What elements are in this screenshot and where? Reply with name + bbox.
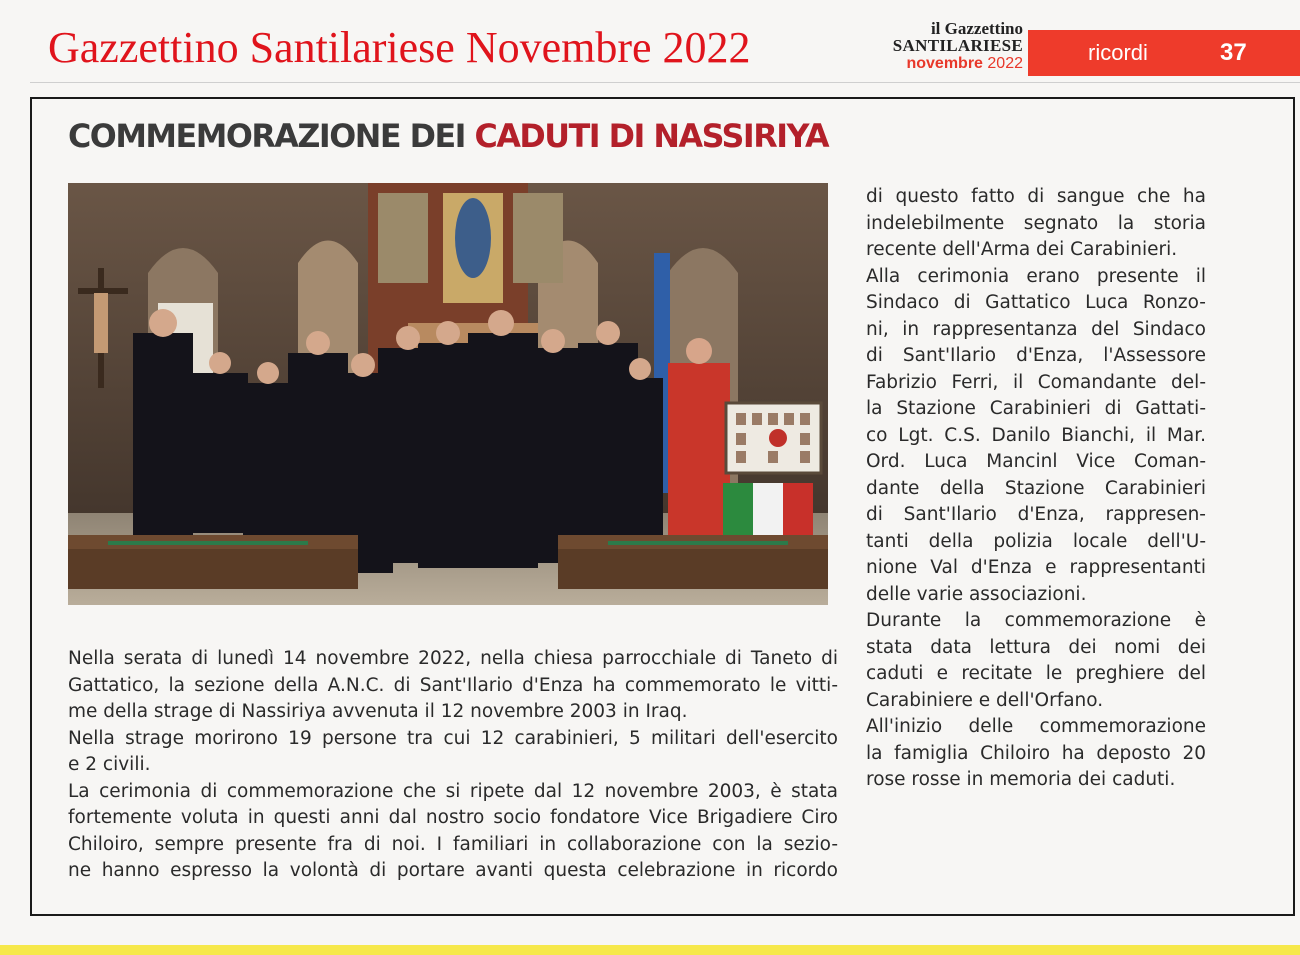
article-line: delle varie associazioni. bbox=[866, 583, 1087, 605]
article-line: fortemente voluta in questi anni dal nostro socio fondatore Vice Brigadiere Ciro bbox=[68, 807, 838, 828]
article-line: co Lgt. C.S. Danilo Bianchi, il Mar. bbox=[866, 424, 1206, 446]
footer-bar bbox=[0, 945, 1300, 955]
headline-part1: COMMEMORAZIONE DEI bbox=[68, 117, 465, 155]
article-headline bbox=[68, 117, 828, 155]
masthead-month: novembre bbox=[906, 55, 983, 72]
header-rule bbox=[30, 82, 1300, 83]
article-line: La cerimonia di commemorazione che si ripete dal 12 novembre 2003, è stata bbox=[68, 780, 838, 802]
masthead bbox=[878, 20, 1023, 72]
ceremony-photo bbox=[68, 183, 828, 605]
masthead-year: 2022 bbox=[987, 55, 1023, 72]
article-line: stata data lettura dei nomi dei bbox=[866, 636, 1206, 658]
article-line: Ord. Luca Mancinl Vice Coman- bbox=[866, 451, 1206, 472]
article-line: ne hanno espresso la volontà di portare avanti questa celebrazione in ricordo bbox=[68, 860, 838, 881]
article-line: indelebilmente segnato la storia bbox=[866, 212, 1206, 234]
article-line: Gattatico, la sezione della A.N.C. di Sant'Ilario d'Enza ha commemorato le vitti- bbox=[68, 674, 838, 696]
article-line: dante della Stazione Carabinieri bbox=[866, 477, 1206, 499]
article-line: Carabiniere e dell'Orfano. bbox=[866, 689, 1104, 711]
article-line: rose rosse in memoria dei caduti. bbox=[866, 769, 1176, 790]
masthead-date bbox=[878, 56, 1023, 72]
masthead-line1: il Gazzettino bbox=[930, 19, 1023, 38]
article-line: recente dell'Arma dei Carabinieri. bbox=[866, 239, 1178, 260]
article-line: la famiglia Chiloiro ha deposto 20 bbox=[866, 742, 1206, 764]
article-line: di Sant'Ilario d'Enza, l'Assessore bbox=[866, 345, 1206, 366]
article-line: Sindaco di Gattatico Luca Ronzo- bbox=[866, 292, 1206, 313]
article-line: Nella strage morirono 19 persone tra cui 12 carabinieri, 5 militari dell'esercito bbox=[68, 727, 838, 749]
article-line: ni, in rappresentanza del Sindaco bbox=[866, 318, 1206, 340]
article-line: Chiloiro, sempre presente fra di noi. I familiari in collaborazione con la sezio- bbox=[68, 833, 838, 855]
section-label: ricordi bbox=[1088, 40, 1148, 65]
article-line: Nella serata di lunedì 14 novembre 2022, nella chiesa parrocchiale di Taneto di bbox=[68, 648, 838, 669]
section-band bbox=[1028, 30, 1300, 76]
article-body-right bbox=[866, 184, 1206, 794]
article-line: caduti e recitate le preghiere del bbox=[866, 663, 1206, 684]
article-line: e 2 civili. bbox=[68, 754, 151, 775]
article-line: tanti della polizia locale dell'U- bbox=[866, 530, 1206, 552]
article-line: nione Val d'Enza e rappresentanti bbox=[866, 557, 1206, 578]
article-line: All'inizio delle commemorazione bbox=[866, 716, 1206, 737]
article-line: Alla cerimonia erano presente il bbox=[866, 265, 1206, 287]
article-line: la Stazione Carabinieri di Gattati- bbox=[866, 398, 1206, 419]
masthead-line2: SANTILARIESE bbox=[892, 36, 1023, 55]
article-line: Durante la commemorazione è bbox=[866, 610, 1206, 631]
article-line: di Sant'Ilario d'Enza, rappresen- bbox=[866, 504, 1206, 525]
page-header-title: Gazzettino Santilariese Novembre 2022 bbox=[48, 23, 751, 72]
page-number: 37 bbox=[1220, 39, 1247, 66]
headline-part2: CADUTI DI NASSIRIYA bbox=[474, 117, 829, 155]
article-body-left bbox=[68, 646, 838, 885]
article-line: Fabrizio Ferri, il Comandante del- bbox=[866, 371, 1206, 393]
article-line: me della strage di Nassiriya avvenuta il 12 novembre 2003 in Iraq. bbox=[68, 701, 688, 722]
article-line: di questo fatto di sangue che ha bbox=[866, 186, 1206, 207]
